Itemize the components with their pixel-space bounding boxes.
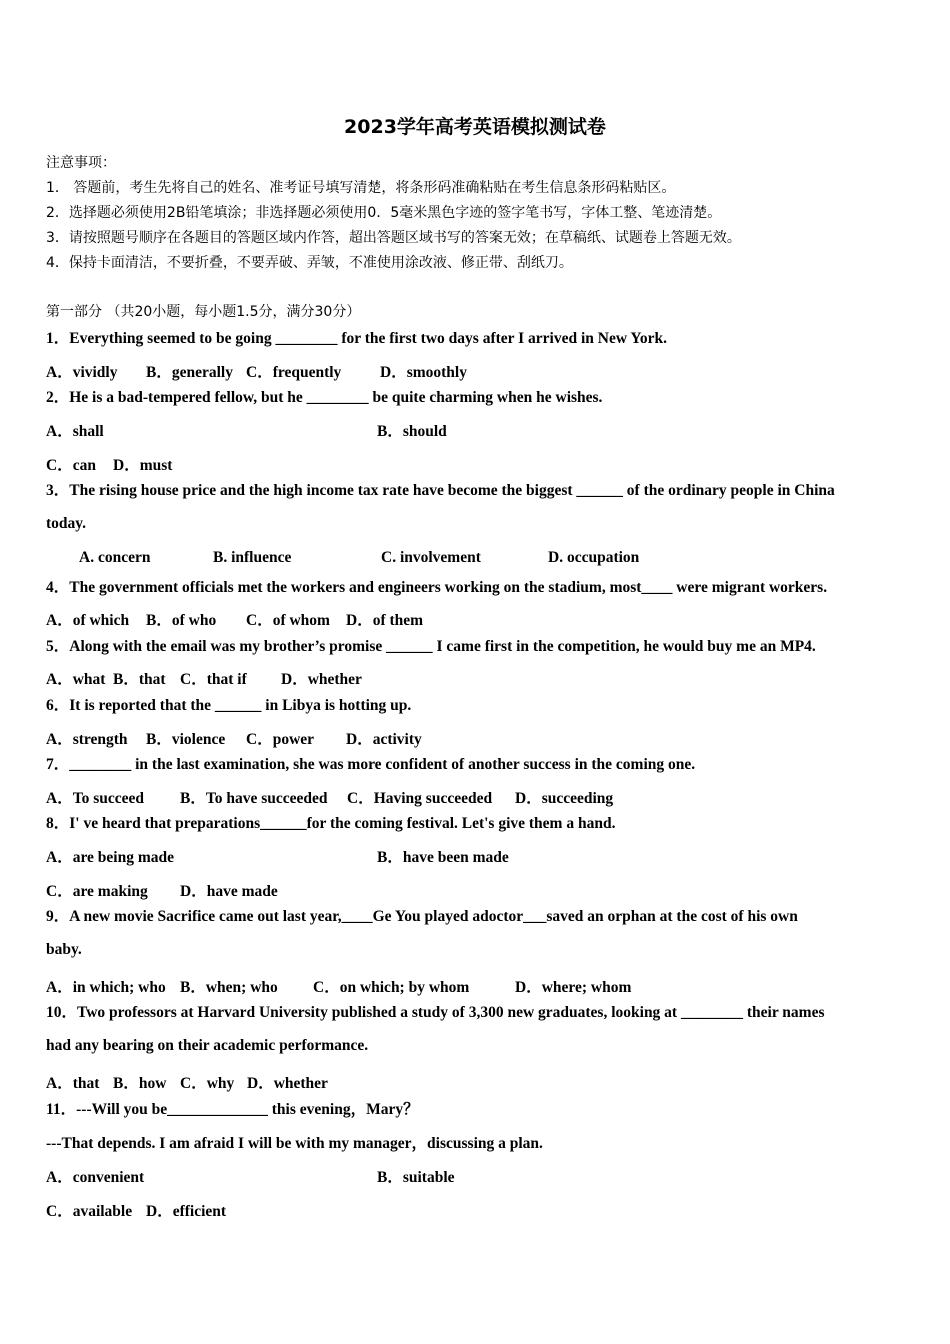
option-c: C. involvement: [381, 549, 481, 566]
question-options: [46, 419, 447, 441]
option-c: C．frequently: [246, 364, 342, 381]
option-d: D．where; whom: [515, 979, 632, 996]
option-b: B．generally: [146, 364, 233, 381]
option-d: D．of them: [346, 612, 424, 629]
question-stem-continued: had any bearing on their academic performance.: [46, 1037, 369, 1054]
option-c: C．of whom: [246, 612, 330, 629]
option-b: B. influence: [213, 549, 292, 566]
option-a: A．in which; who: [46, 979, 166, 996]
option-d: D．activity: [346, 731, 422, 748]
question-options: [46, 667, 362, 689]
question-stem: 10．Two professors at Harvard University published a study of 3,300 new graduates, looking at ________ their names: [46, 1004, 825, 1021]
option-c: C．why: [180, 1075, 235, 1092]
option-b: B．To have succeeded: [180, 790, 328, 807]
question-stem: 8．I' ve heard that preparations______for the coming festival. Let's give them a hand.: [46, 815, 616, 832]
question-options: [46, 786, 613, 808]
option-d: D．efficient: [146, 1203, 227, 1220]
question-options: [46, 608, 423, 630]
option-a: A．are being made: [46, 849, 175, 866]
question-options: [46, 1199, 226, 1221]
option-d: D．whether: [247, 1075, 328, 1092]
option-c: C．power: [246, 731, 315, 748]
question-options: [46, 1165, 455, 1187]
question-stem: 5．Along with the email was my brother’s promise ______ I came first in the competition, he would buy me an MP4.: [46, 638, 816, 655]
notice-item: 4．保持卡面清洁，不要折叠，不要弄破、弄皱，不准使用涂改液、修正带、刮纸刀。: [46, 255, 573, 271]
option-c: C．that if: [180, 671, 247, 688]
option-d: D．smoothly: [380, 364, 467, 381]
option-d: D. occupation: [548, 549, 640, 566]
question-stem: 2．He is a bad-tempered fellow, but he ________ be quite charming when he wishes.: [46, 389, 603, 406]
notice-item: 2．选择题必须使用2B铅笔填涂；非选择题必须使用0．5毫米黑色字迹的签字笔书写，字体工整、笔迹清楚。: [46, 205, 722, 221]
option-a: A．convenient: [46, 1169, 145, 1186]
question-stem: 4．The government officials met the workers and engineers working on the stadium, most____ were migrant workers.: [46, 579, 828, 596]
question-options: [79, 549, 639, 567]
option-a: A．strength: [46, 731, 128, 748]
option-a: A．that: [46, 1075, 100, 1092]
option-a: A．what: [46, 671, 106, 688]
option-b: B．suitable: [377, 1169, 455, 1186]
question-options: [46, 727, 422, 749]
option-b: B．when; who: [180, 979, 278, 996]
option-b: B．of who: [146, 612, 217, 629]
question-stem: 1．Everything seemed to be going ________ for the first two days after I arrived in New York.: [46, 330, 667, 347]
option-a: A．of which: [46, 612, 130, 629]
option-d: D．succeeding: [515, 790, 614, 807]
question-stem: 11．---Will you be_____________ this evening，Mary？: [46, 1101, 419, 1118]
question-stem-continued: today.: [46, 515, 87, 532]
option-b: B．have been made: [377, 849, 509, 866]
option-c: C．are making: [46, 883, 148, 900]
question-stem: 3．The rising house price and the high income tax rate have become the biggest ______ of the ordinary people in China: [46, 482, 835, 499]
option-b: B．should: [377, 423, 447, 440]
option-d: D．whether: [281, 671, 362, 688]
question-stem: 7．________ in the last examination, she was more confident of another success in the coming one.: [46, 756, 696, 773]
question-stem: 9．A new movie Sacrifice came out last year,____Ge You played adoctor___saved an orphan at the cost of his own: [46, 908, 798, 925]
option-d: D．have made: [180, 883, 278, 900]
option-b: B．violence: [146, 731, 226, 748]
question-options: [46, 1071, 328, 1093]
question-stem: 6．It is reported that the ______ in Libya is hotting up.: [46, 697, 412, 714]
notice-item: 3．请按照题号顺序在各题目的答题区域内作答，超出答题区域书写的答案无效；在草稿纸、试题卷上答题无效。: [46, 230, 741, 246]
option-b: B．how: [113, 1075, 167, 1092]
question-stem-continued: ---That depends. I am afraid I will be with my manager，discussing a plan.: [46, 1135, 543, 1152]
question-options: [46, 845, 509, 867]
option-a: A．vividly: [46, 364, 118, 381]
option-a: A．To succeed: [46, 790, 145, 807]
question-stem-continued: baby.: [46, 941, 82, 958]
question-options: [46, 453, 172, 475]
option-b: B．that: [113, 671, 166, 688]
option-a: A. concern: [79, 549, 151, 566]
option-c: C．can: [46, 457, 96, 474]
section-heading: 第一部分 （共20小题，每小题1.5分，满分30分）: [46, 304, 361, 320]
option-c: C．Having succeeded: [347, 790, 493, 807]
option-d: D．must: [113, 457, 173, 474]
question-options: [46, 879, 278, 901]
option-a: A．shall: [46, 423, 104, 440]
notice-heading: 注意事项：: [46, 155, 116, 171]
question-options: [46, 975, 631, 997]
option-c: C．on which; by whom: [313, 979, 470, 996]
option-c: C．available: [46, 1203, 133, 1220]
page-title: 2023学年高考英语模拟测试卷: [344, 116, 606, 138]
question-options: [46, 360, 467, 382]
notice-item: 1． 答题前，考生先将自己的姓名、准考证号填写清楚，将条形码准确粘贴在考生信息条形码粘贴区。: [46, 180, 676, 196]
